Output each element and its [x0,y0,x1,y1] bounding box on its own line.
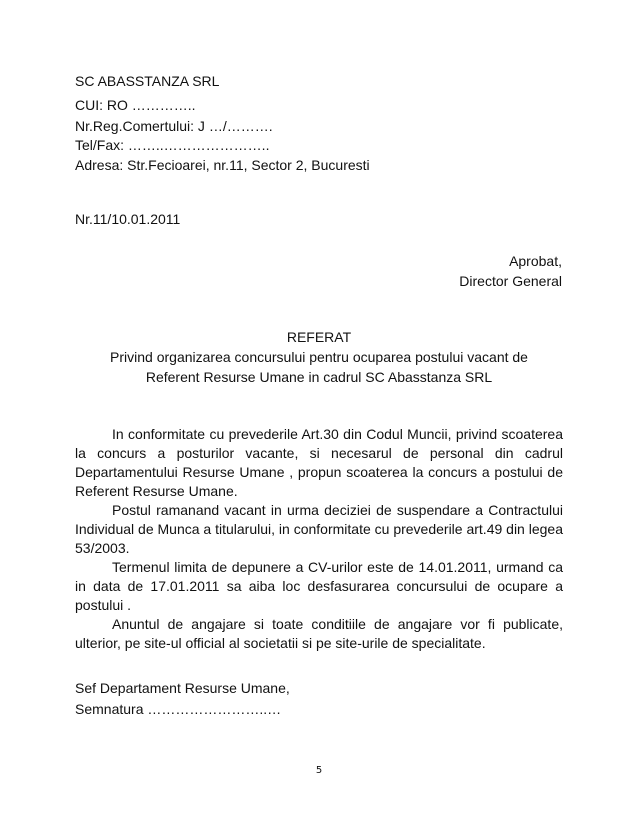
page-number: 5 [315,765,323,776]
approval-signatory: Director General [459,273,562,289]
company-reg: Nr.Reg.Comertului: J …/………. [75,118,273,134]
signature-line: Semnatura ……………………..… [75,701,282,717]
body-paragraph-1: In conformitate cu prevederile Art.30 din Codul Muncii, privind scoaterea la concurs a posturilor vacante, si necesarul de personal din cadrul Departamentului Resurse Umane , propun scoaterea la concurs a postului de Referent Resurse Umane. [75,426,563,499]
body-paragraph-2: Postul ramanand vacant in urma deciziei de suspendare a Contractului Individual de Munca a titularului, in conformitate cu prevederile art.49 din legea 53/2003. [75,502,563,556]
company-name: SC ABASSTANZA SRL [75,73,220,89]
body-paragraph-4: Anuntul de angajare si toate conditiile de angajare vor fi publicate, ulterior, pe site-ul official al societatii si pe site-urile de specialitate. [75,616,563,651]
company-address: Adresa: Str.Fecioarei, nr.11, Sector 2, Bucuresti [75,157,370,173]
document-subtitle-line1: Privind organizarea concursului pentru ocuparea postului vacant de [110,349,528,365]
signature-title: Sef Departament Resurse Umane, [75,680,290,696]
document-body [75,425,563,653]
document-subtitle-line2: Referent Resurse Umane in cadrul SC Abasstanza SRL [145,369,493,385]
document-title: REFERAT [286,329,352,345]
approval-label: Aprobat, [509,253,562,269]
document-number: Nr.11/10.01.2011 [75,211,181,227]
company-cui: CUI: RO ………….. [75,97,196,113]
company-telfax: Tel/Fax: ……..………………….. [75,137,270,153]
body-paragraph-3: Termenul limita de depunere a CV-urilor este de 14.01.2011, urmand ca in data de 17.01.2011 sa aiba loc desfasurarea concursului de ocupare a postului . [75,559,563,613]
